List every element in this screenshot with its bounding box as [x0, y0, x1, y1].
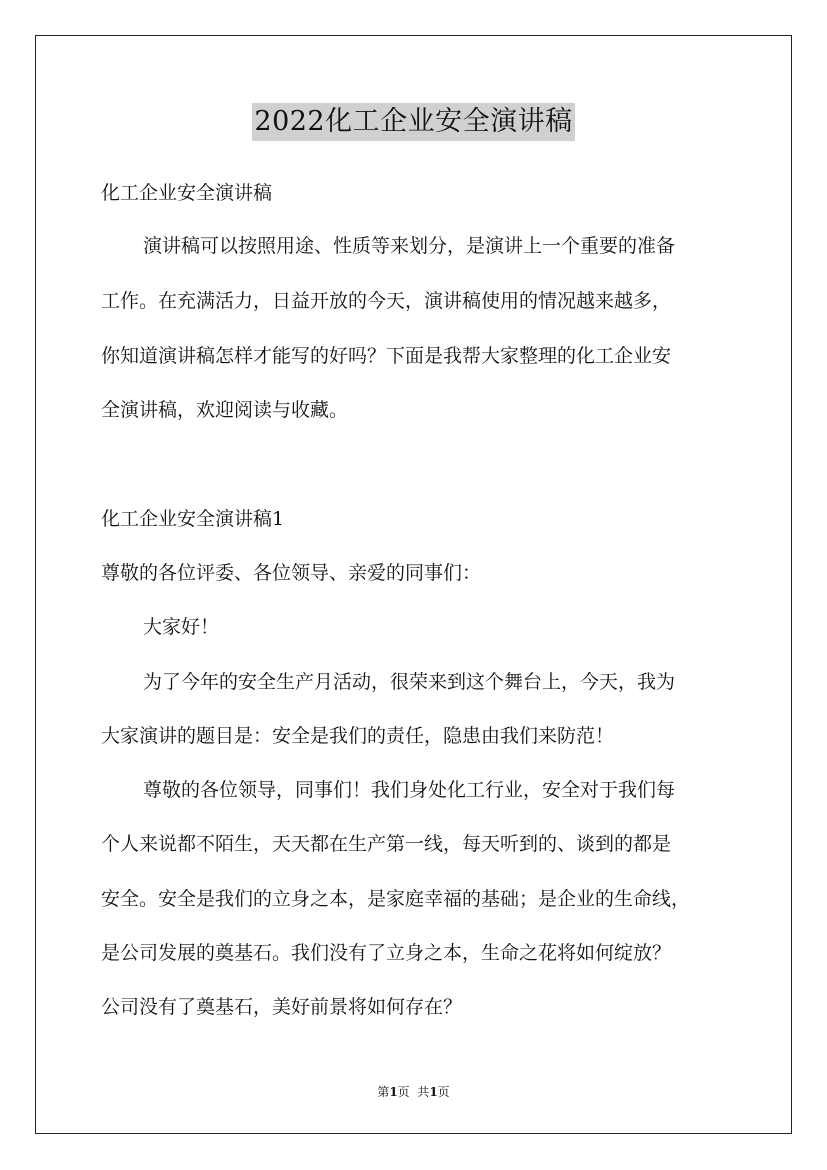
intro-heading: 化工企业安全演讲稿: [101, 182, 273, 204]
section-heading: 化工企业安全演讲稿1: [101, 508, 285, 530]
footer-page-total: 1: [429, 1085, 438, 1099]
paragraph-line: 为了今年的安全生产月活动，很荣来到这个舞台上，今天，我为: [143, 671, 676, 693]
paragraph-line: 你知道演讲稿怎样才能写的好吗？下面是我帮大家整理的化工企业安: [101, 345, 672, 367]
greeting: 大家好！: [143, 616, 220, 638]
salutation: 尊敬的各位评委、各位领导、亲爱的同事们：: [101, 562, 482, 584]
paragraph-line: 是公司发展的奠基石。我们没有了立身之本，生命之花将如何绽放？: [101, 942, 672, 964]
footer-page-number: 1: [389, 1085, 398, 1099]
paragraph-line: 演讲稿可以按照用途、性质等来划分，是演讲上一个重要的准备: [143, 235, 676, 257]
paragraph-line: 安全。安全是我们的立身之本，是家庭幸福的基础；是企业的生命线，: [101, 888, 691, 910]
document-title: 2022化工企业安全演讲稿: [252, 103, 574, 141]
paragraph-line: 个人来说都不陌生，天天都在生产第一线，每天听到的、谈到的都是: [101, 833, 672, 855]
page-footer: [0, 1084, 827, 1100]
footer-page-suffix: 页: [437, 1085, 450, 1099]
paragraph-line: 全演讲稿，欢迎阅读与收藏。: [101, 399, 349, 421]
title-wrap: [0, 103, 827, 141]
footer-page-prefix: 第: [377, 1085, 390, 1099]
paragraph-line: 公司没有了奠基石，美好前景将如何存在？: [101, 996, 463, 1018]
paragraph-line: 尊敬的各位领导，同事们！我们身处化工行业，安全对于我们每: [143, 779, 676, 801]
paragraph-line: 工作。在充满活力，日益开放的今天，演讲稿使用的情况越来越多，: [101, 290, 672, 312]
footer-page-mid: 页 共: [397, 1085, 430, 1099]
paragraph-line: 大家演讲的题目是：安全是我们的责任，隐患由我们来防范！: [101, 725, 615, 747]
